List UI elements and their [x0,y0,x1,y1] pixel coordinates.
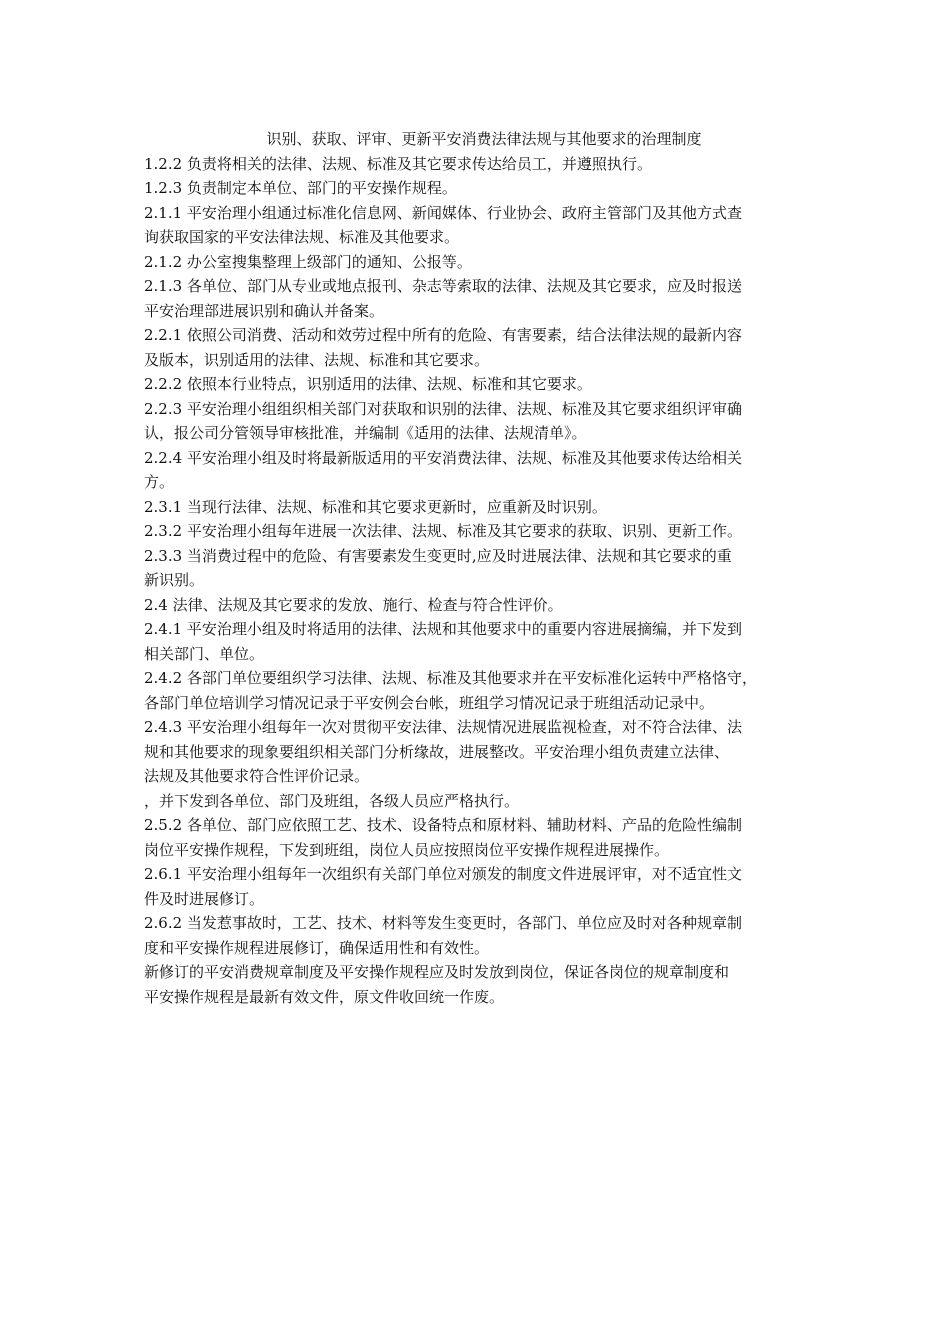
text-line: 规和其他要求的现象要组织相关部门分析缘故，进展整改。平安治理小组负责建立法律、 [144,742,730,761]
text-line: 2.3.1 当现行法律、法规、标准和其它要求更新时，应重新及时识别。 [144,497,607,516]
paragraph [144,960,824,1009]
paragraph [144,666,824,715]
text-line: 相关部门、单位。 [144,644,265,663]
text-line: 2.4 法律、法规及其它要求的发放、施行、检查与符合性评价。 [144,595,563,614]
text-line: 询获取国家的平安法律法规、标准及其他要求。 [144,228,460,246]
paragraph [144,593,824,618]
text-line: 认，报公司分管领导审核批准，并编制《适用的法律、法规清单》。 [144,424,587,442]
text-line: 法规及其他要求符合性评价记录。 [144,767,370,785]
paragraph [144,201,824,250]
text-line: 2.6.1 平安治理小组每年一次组织有关部门单位对颁发的制度文件进展评审，对不适宜性文 [144,865,742,883]
text-line: 2.1.3 各单位、部门从专业或地点报刊、杂志等索取的法律、法规及其它要求，应及时报送 [144,277,742,295]
text-line: 件及时进展修订。 [144,889,265,908]
document-body [144,152,824,1010]
text-line: ，并下发到各单位、部门及班组，各级人员应严格执行。 [144,791,520,810]
text-line: 2.6.2 当发惹事故时，工艺、技术、材料等发生变更时，各部门、单位应及时对各种规章制 [144,914,742,932]
text-line: 2.3.2 平安治理小组每年进展一次法律、法规、标准及其它要求的获取、识别、更新工作。 [144,522,742,540]
document-title: 识别、获取、评审、更新平安消费法律法规与其他要求的治理制度 [266,130,702,148]
text-line: 新识别。 [144,571,205,589]
paragraph [144,397,824,446]
text-line: 2.4.2 各部门单位要组织学习法律、法规、标准及其他要求并在平安标准化运转中严格恪守， [144,669,757,687]
text-line: 及版本，识别适用的法律、法规、标准和其它要求。 [144,350,490,369]
text-line: 1.2.3 负责制定本单位、部门的平安操作规程。 [144,179,457,197]
paragraph [144,372,824,397]
paragraph [144,495,824,520]
paragraph [144,617,824,666]
text-line: 1.2.2 负责将相关的法律、法规、标准及其它要求传达给员工，并遵照执行。 [144,154,652,173]
paragraph [144,446,824,495]
text-line: 2.1.1 平安治理小组通过标准化信息网、新闻媒体、行业协会、政府主管部门及其他方式查 [144,203,742,222]
text-line: 2.2.4 平安治理小组及时将最新版适用的平安消费法律、法规、标准及其他要求传达给相关 [144,448,742,467]
text-line: 2.4.1 平安治理小组及时将适用的法律、法规和其他要求中的重要内容进展摘编，并下发到 [144,620,742,638]
text-line: 新修订的平安消费规章制度及平安操作规程应及时发放到岗位，保证各岗位的规章制度和 [144,963,730,981]
paragraph [144,789,824,814]
document-page [144,127,824,1009]
paragraph [144,250,824,275]
text-line: 岗位平安操作规程，下发到班组，岗位人员应按照岗位平安操作规程进展操作。 [144,840,670,859]
text-line: 各部门单位培训学习情况记录于平安例会台帐，班组学习情况记录于班组活动记录中。 [144,693,715,712]
paragraph [144,274,824,323]
paragraph [144,715,824,789]
text-line: 度和平安操作规程进展修订，确保适用性和有效性。 [144,938,490,957]
text-line: 2.2.2 依照本行业特点，识别适用的法律、法规、标准和其它要求。 [144,375,592,393]
text-line: 平安治理部进展识别和确认并备案。 [144,301,385,320]
paragraph [144,519,824,544]
text-line: 2.5.2 各单位、部门应依照工艺、技术、设备特点和原材料、辅助材料、产品的危险性编制 [144,816,742,834]
text-line: 2.2.3 平安治理小组组织相关部门对获取和识别的法律、法规、标准及其它要求组织评审确 [144,399,742,418]
paragraph [144,176,824,201]
paragraph [144,323,824,372]
text-line: 方。 [144,473,175,491]
text-line: 2.4.3 平安治理小组每年一次对贯彻平安法律、法规情况进展监视检查，对不符合法律、法 [144,718,742,736]
text-line: 2.2.1 依照公司消费、活动和效劳过程中所有的危险、有害要素，结合法律法规的最新内容 [144,326,742,344]
paragraph [144,813,824,862]
paragraph [144,544,824,593]
paragraph [144,862,824,911]
text-line: 2.3.3 当消费过程中的危险、有害要素发生变更时,应及时进展法律、法规和其它要求的重 [144,546,732,565]
paragraph [144,911,824,960]
paragraph [144,152,824,177]
text-line: 2.1.2 办公室搜集整理上级部门的通知、公报等。 [144,252,472,271]
text-line: 平安操作规程是最新有效文件，原文件收回统一作废。 [144,987,505,1006]
